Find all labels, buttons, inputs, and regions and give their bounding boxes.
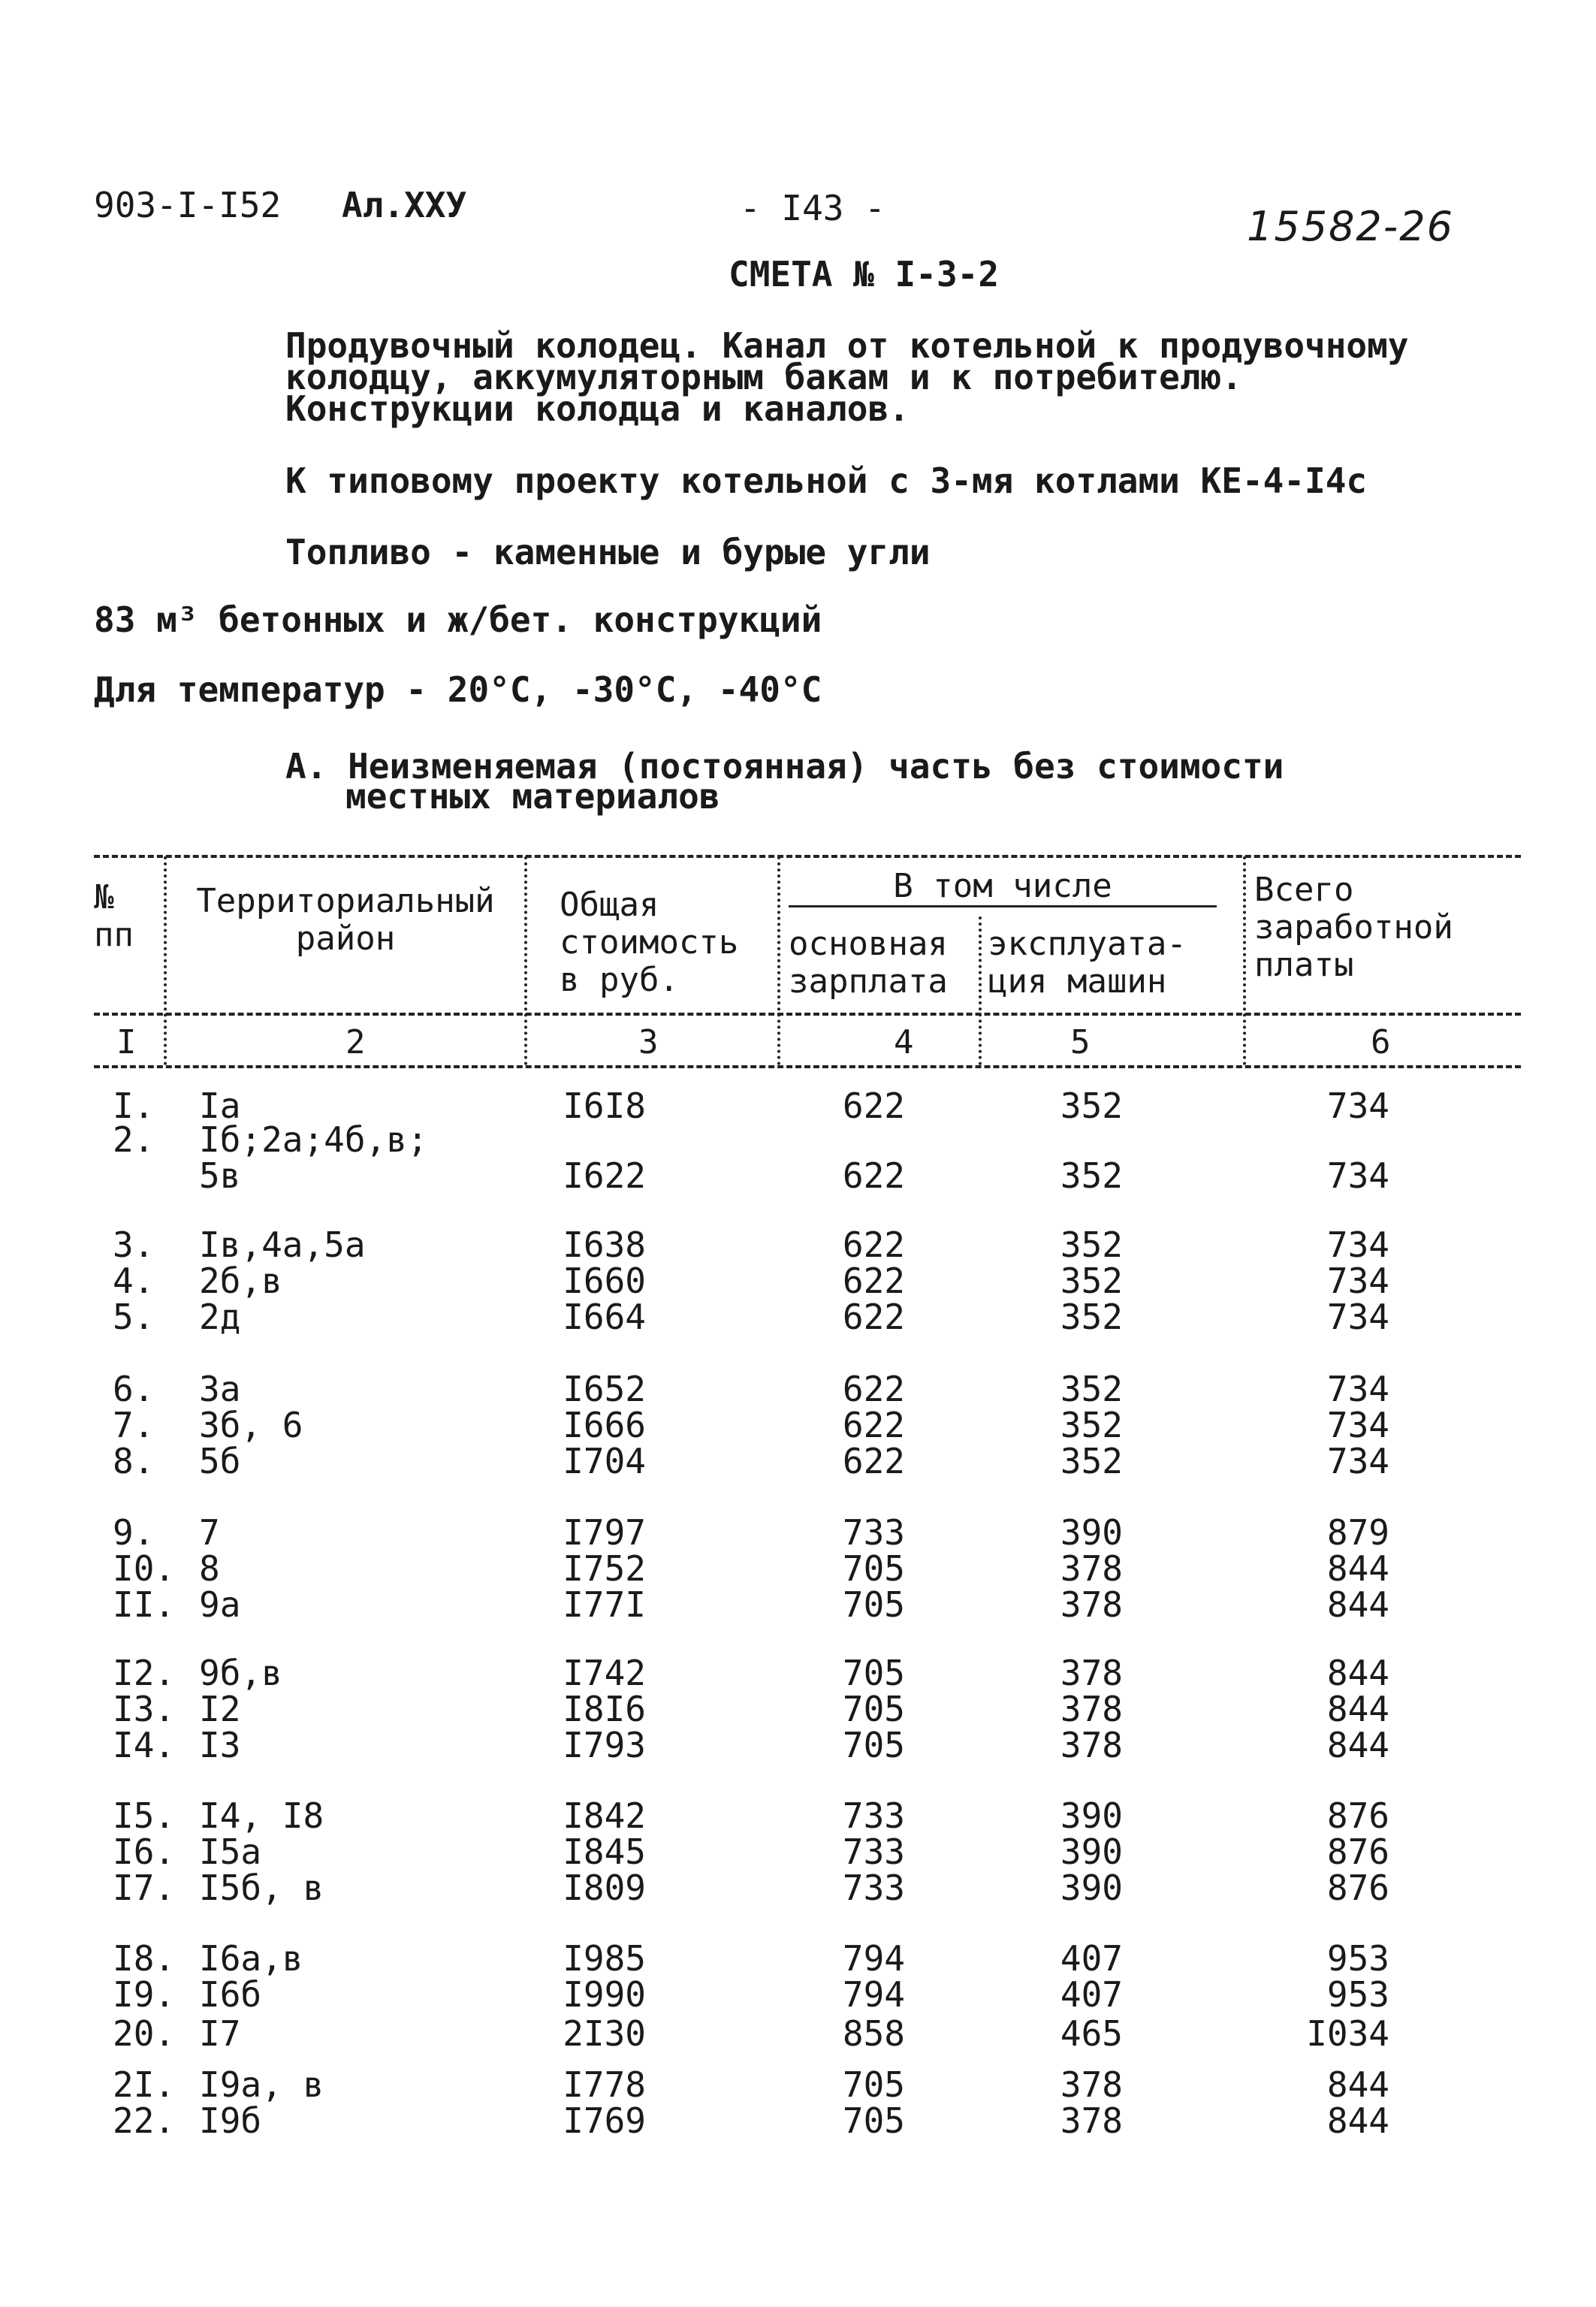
column-number-4: 4 xyxy=(894,1023,914,1061)
row-base-wage: 733 xyxy=(842,1868,905,1908)
column-divider-2 xyxy=(524,856,527,1065)
row-region: I5а xyxy=(199,1831,262,1872)
row-region: I4, I8 xyxy=(199,1795,324,1836)
header-wage-line-2: зарплата xyxy=(789,962,948,1001)
row-base-wage: 705 xyxy=(842,2064,905,2105)
column-divider-5 xyxy=(1243,856,1246,1065)
row-region: Iв,4а,5а xyxy=(199,1224,366,1265)
temperature-range: Для температур - 20°С, -30°С, -40°С xyxy=(94,669,822,710)
description-line-3: Конструкции колодца и каналов. xyxy=(285,388,910,429)
row-number: 7. xyxy=(113,1405,155,1445)
row-region: 7 xyxy=(199,1512,220,1553)
row-base-wage: 705 xyxy=(842,1584,905,1625)
row-number: 2. xyxy=(113,1119,155,1160)
row-machine-cost: 352 xyxy=(1060,1261,1123,1301)
row-machine-cost: 378 xyxy=(1060,1653,1123,1693)
row-total-wages: 844 xyxy=(1326,2100,1389,2141)
row-total-wages: 734 xyxy=(1326,1224,1389,1265)
row-region: I9б xyxy=(199,2100,262,2141)
row-number: 22. xyxy=(113,2100,176,2141)
page-number: - I43 - xyxy=(740,188,885,228)
header-num xyxy=(94,879,134,954)
row-total-cost: I622 xyxy=(563,1155,646,1196)
row-total-wages: 844 xyxy=(1326,1689,1389,1729)
row-region: 3б, 6 xyxy=(199,1405,303,1445)
header-bottom-border xyxy=(94,1013,1521,1016)
row-total-cost: I742 xyxy=(563,1653,646,1693)
row-total-cost: I985 xyxy=(563,1938,646,1979)
row-total-cost: I778 xyxy=(563,2064,646,2105)
description-line-2: колодцу, аккумуляторным бакам и к потребителю. xyxy=(285,357,1242,397)
row-total-wages: 844 xyxy=(1326,1548,1389,1589)
header-machine-line-2: ция машин xyxy=(988,962,1167,1001)
row-total-wages: 953 xyxy=(1326,1974,1389,2015)
row-total-cost: I6I8 xyxy=(563,1086,646,1126)
row-region: 9б,в xyxy=(199,1653,282,1693)
row-number: I8. xyxy=(113,1938,176,1979)
row-base-wage: 794 xyxy=(842,1974,905,2015)
row-total-wages: 844 xyxy=(1326,1725,1389,1765)
row-number: I2. xyxy=(113,1653,176,1693)
row-base-wage: 733 xyxy=(842,1795,905,1836)
column-number-2: 2 xyxy=(345,1023,366,1061)
row-base-wage: 705 xyxy=(842,1653,905,1693)
row-machine-cost: 352 xyxy=(1060,1224,1123,1265)
description-line-1: Продувочный колодец. Канал от котельной к продувочному xyxy=(285,325,1409,366)
table-top-border xyxy=(94,855,1521,858)
row-total-wages: 734 xyxy=(1326,1086,1389,1126)
column-number-6: 6 xyxy=(1371,1023,1391,1061)
row-machine-cost: 390 xyxy=(1060,1795,1123,1836)
row-number: I4. xyxy=(113,1725,176,1765)
header-machine xyxy=(988,926,1187,1001)
row-number: 6. xyxy=(113,1369,155,1409)
row-region: I7 xyxy=(199,2013,241,2054)
column-divider-4 xyxy=(979,916,982,1065)
concrete-volume: 83 м³ бетонных и ж/бет. конструкций xyxy=(94,599,822,640)
column-numbers-bottom-border xyxy=(94,1065,1521,1068)
row-machine-cost: 407 xyxy=(1060,1974,1123,2015)
row-total-wages: 734 xyxy=(1326,1261,1389,1301)
column-number-1: I xyxy=(116,1023,137,1061)
row-machine-cost: 352 xyxy=(1060,1441,1123,1481)
section-title-line-1: А. Неизменяемая (постоянная) часть без стоимости xyxy=(285,746,1284,787)
row-region: I6а,в xyxy=(199,1938,303,1979)
row-region: 3а xyxy=(199,1369,241,1409)
header-region-line-1: Территориальный xyxy=(196,882,495,920)
row-base-wage: 733 xyxy=(842,1831,905,1872)
row-total-cost: I793 xyxy=(563,1725,646,1765)
row-total-wages: 734 xyxy=(1326,1155,1389,1196)
row-base-wage: 705 xyxy=(842,1725,905,1765)
header-total xyxy=(560,886,738,999)
header-total-line-2: стоимость xyxy=(560,923,739,962)
row-total-cost: I704 xyxy=(563,1441,646,1481)
row-number: 8. xyxy=(113,1441,155,1481)
row-total-cost: I769 xyxy=(563,2100,646,2141)
album-number: Ал.XXУ xyxy=(342,185,467,225)
row-total-wages: 876 xyxy=(1326,1795,1389,1836)
row-region: I9а, в xyxy=(199,2064,324,2105)
row-total-cost: I797 xyxy=(563,1512,646,1553)
row-total-cost: I660 xyxy=(563,1261,646,1301)
header-all-line-3: платы xyxy=(1254,946,1354,984)
row-machine-cost: 378 xyxy=(1060,1548,1123,1589)
header-group: В том числе xyxy=(893,867,1112,905)
row-total-cost: I664 xyxy=(563,1297,646,1337)
row-region: 2б,в xyxy=(199,1261,282,1301)
row-total-wages: 844 xyxy=(1326,1653,1389,1693)
row-machine-cost: 390 xyxy=(1060,1868,1123,1908)
row-base-wage: 622 xyxy=(842,1155,905,1196)
project-reference: К типовому проекту котельной с 3-мя котлами КЕ-4-I4с xyxy=(285,460,1368,501)
row-total-wages: 734 xyxy=(1326,1297,1389,1337)
row-total-wages: 879 xyxy=(1326,1512,1389,1553)
row-machine-cost: 352 xyxy=(1060,1369,1123,1409)
row-machine-cost: 352 xyxy=(1060,1155,1123,1196)
row-total-wages: 953 xyxy=(1326,1938,1389,1979)
column-divider-1 xyxy=(164,856,167,1065)
row-total-wages: 876 xyxy=(1326,1831,1389,1872)
row-number: I0. xyxy=(113,1548,176,1589)
row-base-wage: 705 xyxy=(842,1548,905,1589)
row-number: I7. xyxy=(113,1868,176,1908)
header-region xyxy=(173,883,518,958)
row-total-cost: I8I6 xyxy=(563,1689,646,1729)
row-region: 5б xyxy=(199,1441,241,1481)
row-region: 2д xyxy=(199,1297,241,1337)
row-base-wage: 622 xyxy=(842,1441,905,1481)
row-machine-cost: 378 xyxy=(1060,2100,1123,2141)
fuel-type: Топливо - каменные и бурые угли xyxy=(285,532,931,572)
row-total-cost: I842 xyxy=(563,1795,646,1836)
header-wage-line-1: основная xyxy=(789,925,948,963)
header-all-line-1: Всего xyxy=(1254,871,1354,909)
row-machine-cost: 390 xyxy=(1060,1831,1123,1872)
row-machine-cost: 352 xyxy=(1060,1405,1123,1445)
row-total-wages: 734 xyxy=(1326,1405,1389,1445)
document-code: 903-I-I52 xyxy=(94,185,282,225)
row-base-wage: 622 xyxy=(842,1297,905,1337)
row-base-wage: 622 xyxy=(842,1086,905,1126)
row-region: 5в xyxy=(199,1155,241,1196)
row-total-cost: I666 xyxy=(563,1405,646,1445)
row-region: I3 xyxy=(199,1725,241,1765)
row-number: I9. xyxy=(113,1974,176,2015)
row-total-wages: 844 xyxy=(1326,2064,1389,2105)
row-total-cost: I77I xyxy=(563,1584,646,1625)
row-machine-cost: 378 xyxy=(1060,1725,1123,1765)
row-number: 20. xyxy=(113,2013,176,2054)
row-total-cost: I845 xyxy=(563,1831,646,1872)
row-base-wage: 794 xyxy=(842,1938,905,1979)
header-all-line-2: заработной xyxy=(1254,908,1453,947)
section-title-line-2: местных материалов xyxy=(345,776,720,817)
row-machine-cost: 378 xyxy=(1060,1584,1123,1625)
row-region: I2 xyxy=(199,1689,241,1729)
row-region: 8 xyxy=(199,1548,220,1589)
row-region: Iа xyxy=(199,1086,241,1126)
row-base-wage: 622 xyxy=(842,1224,905,1265)
row-total-wages: 844 xyxy=(1326,1584,1389,1625)
row-number: I. xyxy=(113,1086,155,1126)
row-base-wage: 705 xyxy=(842,1689,905,1729)
row-base-wage: 733 xyxy=(842,1512,905,1553)
column-number-5: 5 xyxy=(1070,1023,1091,1061)
header-total-line-1: Общая xyxy=(560,886,659,924)
header-num-line-1: № xyxy=(94,878,114,916)
row-number: II. xyxy=(113,1584,176,1625)
row-base-wage: 858 xyxy=(842,2013,905,2054)
header-region-line-2: район xyxy=(295,919,396,958)
row-region: I6б xyxy=(199,1974,262,2015)
row-base-wage: 622 xyxy=(842,1369,905,1409)
header-num-line-2: пп xyxy=(94,916,134,954)
row-number: I3. xyxy=(113,1689,176,1729)
row-number: 5. xyxy=(113,1297,155,1337)
row-machine-cost: 352 xyxy=(1060,1297,1123,1337)
column-divider-3 xyxy=(777,856,780,1065)
row-total-wages: 876 xyxy=(1326,1868,1389,1908)
row-machine-cost: 390 xyxy=(1060,1512,1123,1553)
estimate-title: СМЕТА № I-3-2 xyxy=(729,254,1000,294)
header-wage xyxy=(789,926,948,1001)
row-region: 9а xyxy=(199,1584,241,1625)
row-number: 9. xyxy=(113,1512,155,1553)
header-total-line-3: в руб. xyxy=(560,961,679,999)
row-total-wages: I034 xyxy=(1306,2013,1389,2054)
row-region: I5б, в xyxy=(199,1868,324,1908)
row-base-wage: 622 xyxy=(842,1405,905,1445)
row-total-cost: I652 xyxy=(563,1369,646,1409)
row-total-wages: 734 xyxy=(1326,1441,1389,1481)
row-total-cost: I752 xyxy=(563,1548,646,1589)
row-total-cost: I638 xyxy=(563,1224,646,1265)
row-base-wage: 705 xyxy=(842,2100,905,2141)
row-number: I6. xyxy=(113,1831,176,1872)
row-total-cost: I990 xyxy=(563,1974,646,2015)
row-number: 2I. xyxy=(113,2064,176,2105)
row-number: 3. xyxy=(113,1224,155,1265)
row-machine-cost: 352 xyxy=(1060,1086,1123,1126)
row-machine-cost: 407 xyxy=(1060,1938,1123,1979)
header-machine-line-1: эксплуата- xyxy=(988,925,1187,963)
row-total-wages: 734 xyxy=(1326,1369,1389,1409)
row-total-cost: I809 xyxy=(563,1868,646,1908)
row-machine-cost: 378 xyxy=(1060,2064,1123,2105)
header-all-wages xyxy=(1254,871,1453,984)
handwritten-number: 15582-26 xyxy=(1247,203,1454,250)
group-header-underline xyxy=(789,905,1217,907)
row-base-wage: 622 xyxy=(842,1261,905,1301)
row-number: 4. xyxy=(113,1261,155,1301)
row-region: Iб;2а;4б,в; xyxy=(199,1119,428,1160)
row-number: I5. xyxy=(113,1795,176,1836)
row-machine-cost: 378 xyxy=(1060,1689,1123,1729)
row-machine-cost: 465 xyxy=(1060,2013,1123,2054)
column-number-3: 3 xyxy=(638,1023,659,1061)
row-total-cost: 2I30 xyxy=(563,2013,646,2054)
